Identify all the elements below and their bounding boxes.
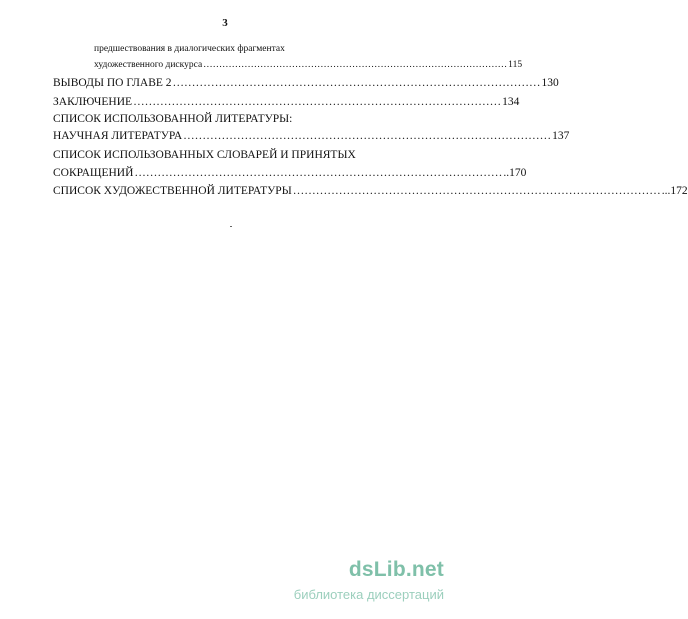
toc-entry xyxy=(53,185,688,197)
toc-entry-text: ВЫВОДЫ ПО ГЛАВЕ 2 xyxy=(53,77,172,89)
toc-entry-text: СПИСОК ХУДОЖЕСТВЕННОЙ ЛИТЕРАТУРЫ xyxy=(53,185,292,197)
toc-entry xyxy=(53,77,559,89)
toc-entry-text: СПИСОК ИСПОЛЬЗОВАННЫХ СЛОВАРЕЙ И ПРИНЯТЫХ xyxy=(53,149,356,161)
toc-entry-text: ЗАКЛЮЧЕНИЕ xyxy=(53,96,133,108)
scan-speck xyxy=(230,226,232,227)
toc-leader-dots: …………………………………………………………………………………… xyxy=(133,96,502,108)
toc-entry-text: НАУЧНАЯ ЛИТЕРАТУРА xyxy=(53,130,183,142)
watermark-logo: dsLib.net xyxy=(348,558,444,581)
toc-entry xyxy=(53,96,520,108)
toc-entry-page: ..170 xyxy=(503,167,527,179)
toc-entry-page: ...172 xyxy=(661,185,688,197)
toc-entry xyxy=(94,60,523,70)
toc-entry-page: 137 xyxy=(552,130,570,142)
toc-entry-continuation xyxy=(94,44,421,54)
toc-entry-heading xyxy=(53,113,421,125)
toc-leader-dots: …………………………………………………………………………………… xyxy=(134,167,503,179)
toc-leader-dots: …………………………………………………………………………………… xyxy=(203,60,508,70)
toc-entry-page: 115 xyxy=(508,60,523,70)
toc-leader-dots: …………………………………………………………………………………… xyxy=(183,130,552,142)
watermark-subtitle: библиотека диссертаций xyxy=(293,587,444,602)
toc-leader-dots: …………………………………………………………………………………… xyxy=(172,77,541,89)
toc-entry-text: СПИСОК ИСПОЛЬЗОВАННОЙ ЛИТЕРАТУРЫ: xyxy=(53,113,293,125)
toc-entry-page: 130 xyxy=(541,77,559,89)
toc-entry-heading xyxy=(53,149,421,161)
dslib-watermark xyxy=(293,558,444,606)
toc-entry-page: 134 xyxy=(502,96,520,108)
toc-entry-text: предшествования в диалогических фрагментах xyxy=(94,44,285,54)
toc-entry-text: художественного дискурса xyxy=(94,60,203,70)
page-number: 3 xyxy=(222,17,228,29)
toc-leader-dots: …………………………………………………………………………………… xyxy=(292,185,661,197)
toc-entry xyxy=(53,130,570,142)
toc-entry-text: СОКРАЩЕНИЙ xyxy=(53,167,134,179)
toc-entry xyxy=(53,167,527,179)
